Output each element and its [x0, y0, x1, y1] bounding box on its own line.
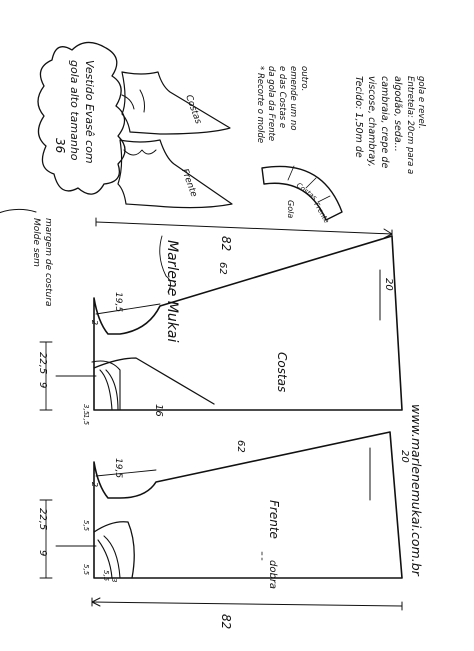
- fabric-line-6: gola e revel.: [416, 76, 426, 129]
- front-hem: 20: [399, 450, 410, 463]
- front-e: 3: [110, 578, 118, 583]
- recorte-line-3: e das Costas e: [277, 66, 287, 129]
- back-hem: 20: [383, 278, 394, 291]
- front-piece-label: Frente: [267, 500, 281, 539]
- back-a: 2: [90, 320, 99, 326]
- mold-note-line-1: Molde sem: [31, 218, 41, 267]
- dim-top-length-text: 82: [219, 236, 233, 252]
- dim-top-length: [96, 218, 392, 251]
- back-width-bottom: 16: [153, 404, 164, 417]
- mold-note: [0, 209, 53, 306]
- back-pattern-piece: [37, 236, 402, 426]
- recorte-line-5: outro.: [299, 66, 309, 92]
- sketch-back-label: Costas: [183, 93, 203, 126]
- fabric-note: [353, 76, 426, 174]
- front-shoulder: 19,5: [113, 458, 123, 479]
- title-line-1: Vestido Evasê com: [83, 60, 96, 164]
- collar-label-front: Frente: [312, 201, 331, 225]
- front-fold-label: dobra: [267, 560, 278, 590]
- back-c: 1,5: [82, 414, 90, 426]
- front-neck-width: 9: [37, 550, 48, 557]
- signature: [160, 236, 180, 342]
- front-d: 2: [90, 482, 99, 488]
- front-pattern-piece: [37, 432, 410, 589]
- back-b: 3,5: [82, 404, 90, 416]
- recorte-note: [255, 66, 309, 143]
- collar-piece: [262, 166, 342, 225]
- collar-label-back: Costas: [294, 181, 319, 203]
- dim-bottom-length: [92, 598, 402, 629]
- back-shoulder: 19,5: [113, 292, 123, 313]
- recorte-line-4: emende um no: [288, 66, 298, 131]
- fabric-line-3: cambraia, crepe de: [379, 76, 390, 169]
- fabric-line-4: algodão, seda...: [392, 76, 403, 152]
- title-line-2: gola alto tamanho: [68, 60, 81, 161]
- recorte-line-1: * Recorte o molde: [255, 66, 265, 144]
- signature-text: Marlene Mukai: [164, 240, 180, 343]
- mold-note-line-2: margem de costura: [43, 218, 53, 307]
- front-b: 5,5: [82, 564, 90, 576]
- recorte-line-2: da gola da Frente: [266, 66, 276, 142]
- front-c: 5,5: [102, 570, 110, 582]
- back-piece-label: Costas: [275, 352, 289, 393]
- sketch-back-view: [122, 72, 230, 134]
- fabric-line-1: Tecido: 1,50m de: [353, 76, 364, 158]
- fabric-line-5: Entretela: 20cm para a: [405, 76, 415, 175]
- collar-label-main: Gola: [286, 200, 295, 219]
- sketch-front-label: Frente: [179, 167, 199, 199]
- front-side-length: 62: [235, 440, 246, 453]
- fabric-line-2: viscose, chambray,: [366, 76, 377, 168]
- back-neck-depth: 22,5: [37, 352, 48, 375]
- website-url[interactable]: www.marlenemukai.com.br: [409, 404, 424, 576]
- back-side-length: 62: [217, 262, 228, 275]
- title-line-3: 36: [53, 138, 67, 154]
- dim-bottom-length-text: 82: [219, 614, 233, 630]
- sketch-front-view: [118, 140, 232, 208]
- title-cloud: [38, 42, 125, 194]
- back-neck-width: 9: [37, 382, 48, 389]
- front-neck-depth: 22,5: [37, 508, 48, 531]
- front-a: 5,5: [82, 520, 90, 532]
